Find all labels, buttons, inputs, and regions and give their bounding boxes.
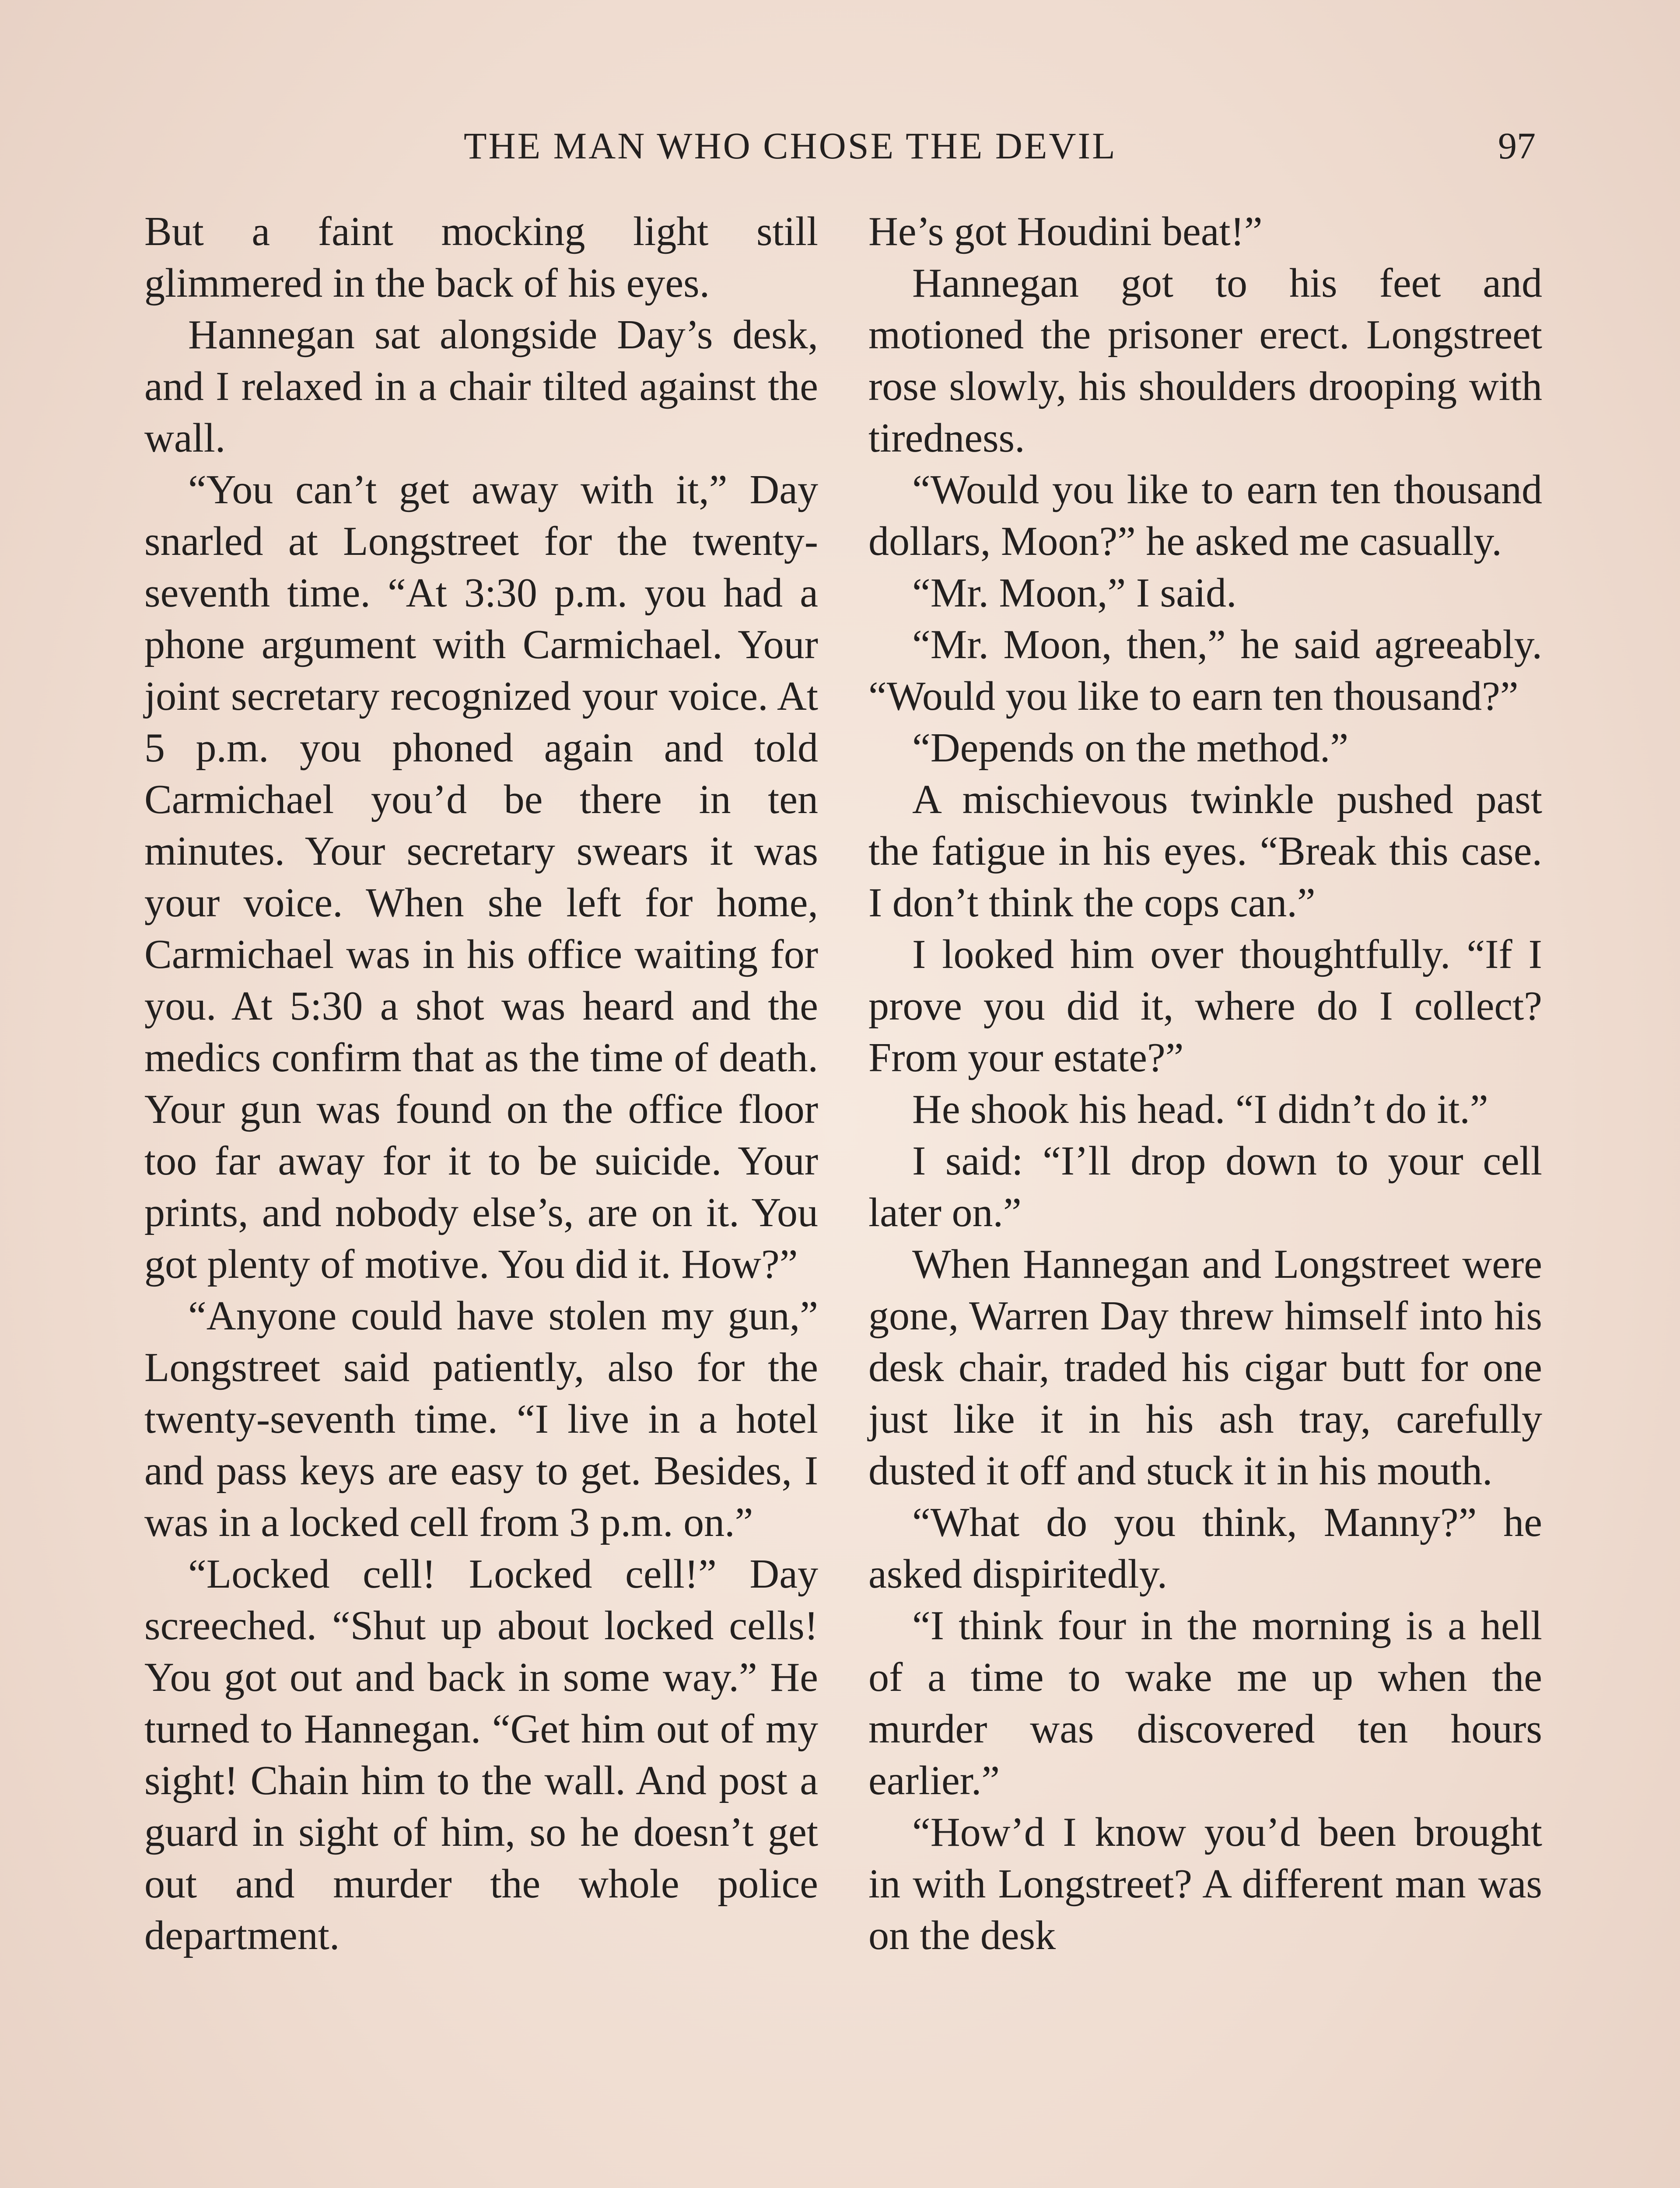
page-number: 97 <box>1498 125 1536 167</box>
paragraph: Hannegan sat alongside Day’s desk, and I relaxed in a chair tilted against the wall. <box>144 312 818 461</box>
paragraph: “Locked cell! Locked cell!” Day screeched. “Shut up about locked cells! You got out and back in some way.” He turned to Hannegan. “Get him out of my sight! Chain him to the wall. And post a guard in sight of him, so he doesn’t get out and murder the whole police department. <box>144 1551 818 1958</box>
paragraph: He shook his head. “I didn’t do it.” <box>912 1087 1488 1132</box>
paragraph: He’s got Houdini beat!” <box>868 209 1263 254</box>
paragraph: “You can’t get away with it,” Day snarled at Longstreet for the twenty-seventh time. “At 3:30 p.m. you had a phone argument with Carmichael. Your joint secretary recognized your voice. At 5 p.m. you phoned again and told Carmichael you’d be there in ten minutes. Your secretary swears it was your voice. When she left for home, Carmichael was in his office waiting for you. At 5:30 a shot was heard and the medics confirm that as the time of death. Your gun was found on the office floor too far away for it to be suicide. Your prints, and nobody else’s, are on it. You got plenty of motive. You did it. How?” <box>144 467 818 1287</box>
right-column <box>868 206 1542 1961</box>
paragraph: “Depends on the method.” <box>912 725 1349 771</box>
paragraph: “What do you think, Manny?” he asked dispiritedly. <box>868 1500 1542 1597</box>
paragraph: “Anyone could have stolen my gun,” Longstreet said patiently, also for the twenty-seventh time. “I live in a hotel and pass keys are easy to get. Besides, I was in a locked cell from 3 p.m. on.” <box>144 1293 818 1545</box>
paragraph: When Hannegan and Longstreet were gone, Warren Day threw himself into his desk chair, traded his cigar butt for one just like it in his ash tray, carefully dusted it off and stuck it in his mouth. <box>868 1241 1542 1494</box>
paragraph: But a faint mocking light still glimmered in the back of his eyes. <box>144 209 818 306</box>
paragraph: I looked him over thoughtfully. “If I prove you did it, where do I collect? From your estate?” <box>868 932 1542 1080</box>
paragraph: Hannegan got to his feet and motioned the prisoner erect. Longstreet rose slowly, his shoulders drooping with tiredness. <box>868 260 1542 461</box>
left-column <box>144 206 818 1961</box>
paragraph: “Would you like to earn ten thousand dollars, Moon?” he asked me casually. <box>868 467 1542 564</box>
paragraph: A mischievous twinkle pushed past the fatigue in his eyes. “Break this case. I don’t think the cops can.” <box>868 777 1542 926</box>
paragraph: “Mr. Moon, then,” he said agreeably. “Would you like to earn ten thousand?” <box>868 622 1542 719</box>
paragraph: I said: “I’ll drop down to your cell later on.” <box>868 1138 1542 1235</box>
paragraph: “Mr. Moon,” I said. <box>912 570 1237 616</box>
paragraph: “How’d I know you’d been brought in with Longstreet? A different man was on the desk <box>868 1809 1542 1958</box>
running-head-title: THE MAN WHO CHOSE THE DEVIL <box>464 125 1117 167</box>
paragraph: “I think four in the morning is a hell of a time to wake me up when the murder was discovered ten hours earlier.” <box>868 1603 1542 1803</box>
